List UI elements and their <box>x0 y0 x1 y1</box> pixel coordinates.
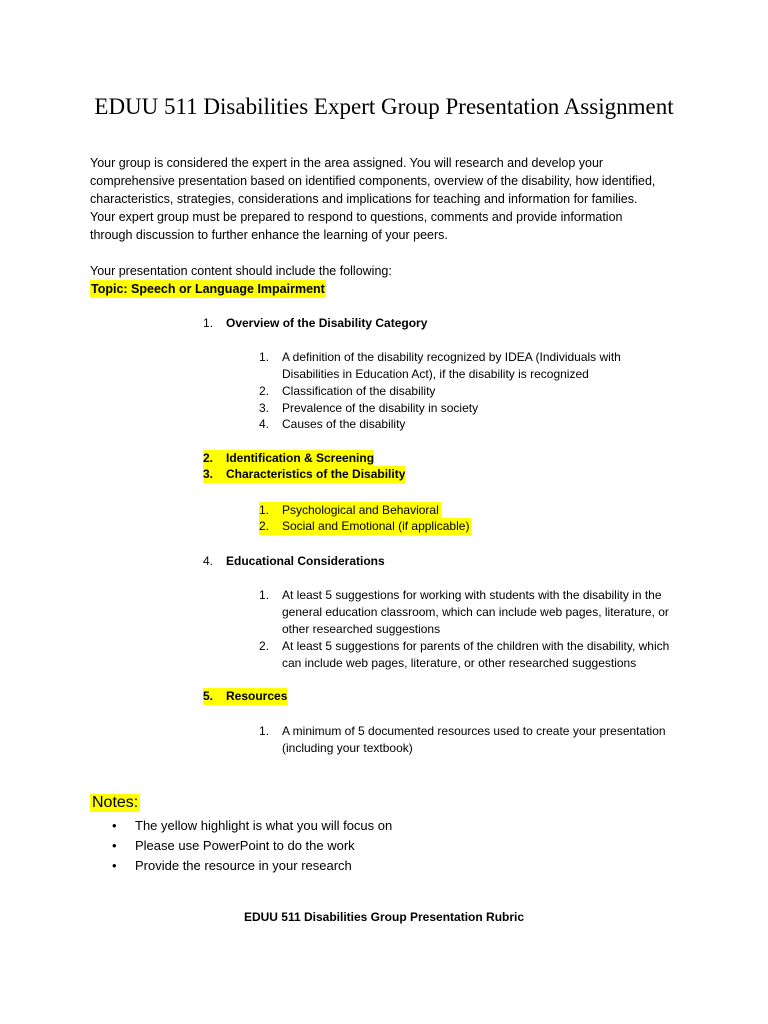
item-number: 1. <box>259 350 270 364</box>
list-item <box>112 856 392 876</box>
intro-line: Your expert group must be prepared to respond to questions, comments and provide information <box>90 210 623 224</box>
item-text: At least 5 suggestions for parents of the children with the disability, which can include web pages, literature, or other researched suggestions <box>282 639 670 670</box>
item-number: 2. <box>259 519 270 533</box>
intro-line: characteristics, strategies, considerations and implications for teaching and information for families. <box>90 192 638 206</box>
section-number: 2. <box>203 451 214 465</box>
section-label: Overview of the Disability Category <box>226 316 428 330</box>
section-educational-considerations <box>203 553 385 570</box>
topic-heading: Topic: Speech or Language Impairment <box>91 282 325 296</box>
section-label: Identification & Screening <box>226 451 375 465</box>
section-number: 1. <box>203 316 214 330</box>
intro-line: Your group is considered the expert in the area assigned. You will research and develop your <box>90 156 604 170</box>
section-label: Educational Considerations <box>226 554 385 568</box>
notes-list <box>112 816 392 876</box>
item-number: 1. <box>259 724 270 738</box>
list-item <box>112 836 392 856</box>
item-text: Prevalence of the disability in society <box>282 401 479 415</box>
section-label: Characteristics of the Disability <box>226 467 406 481</box>
intro-line: comprehensive presentation based on identified components, overview of the disability, how identified, <box>90 174 656 188</box>
list-item <box>259 518 471 535</box>
section-overview <box>203 315 427 332</box>
item-text: Psychological and Behavioral <box>282 503 439 517</box>
list-item <box>112 816 392 836</box>
section-characteristics <box>203 466 405 483</box>
intro-line: through discussion to further enhance the learning of your peers. <box>90 228 448 242</box>
notes-heading: Notes: <box>92 794 139 811</box>
bullet-icon: • <box>112 818 117 833</box>
list-item <box>259 587 689 637</box>
item-text: Causes of the disability <box>282 417 406 431</box>
item-text: At least 5 suggestions for working with students with the disability in the general education classroom, which can include web pages, literature, or other researched suggestions <box>282 588 669 636</box>
note-text: Provide the resource in your research <box>135 858 352 873</box>
bullet-icon: • <box>112 838 117 853</box>
section-label: Resources <box>226 689 288 703</box>
section-number: 4. <box>203 554 214 568</box>
list-item <box>259 400 689 417</box>
intro-paragraph <box>90 154 700 244</box>
item-text: Classification of the disability <box>282 384 436 398</box>
section-resources <box>203 688 287 705</box>
list-item <box>259 383 689 400</box>
content-lead: Your presentation content should include the following: <box>90 264 392 278</box>
item-number: 2. <box>259 384 270 398</box>
list-item <box>259 723 689 757</box>
page-title: EDUU 511 Disabilities Expert Group Presentation Assignment <box>94 94 674 119</box>
item-text: Social and Emotional (if applicable) <box>282 519 470 533</box>
item-text: A definition of the disability recognized by IDEA (Individuals with Disabilities in Education Act), if the disability is recognized <box>282 350 621 381</box>
item-number: 1. <box>259 588 270 602</box>
item-text: A minimum of 5 documented resources used to create your presentation (including your textbook) <box>282 724 666 755</box>
section-number: 3. <box>203 467 214 481</box>
item-number: 2. <box>259 639 270 653</box>
note-text: Please use PowerPoint to do the work <box>135 838 355 853</box>
note-text: The yellow highlight is what you will focus on <box>135 818 393 833</box>
list-item <box>259 349 689 383</box>
item-number: 4. <box>259 417 270 431</box>
bullet-icon: • <box>112 858 117 873</box>
item-number: 1. <box>259 503 270 517</box>
list-item <box>259 638 689 672</box>
rubric-title: EDUU 511 Disabilities Group Presentation Rubric <box>243 910 525 924</box>
item-number: 3. <box>259 401 270 415</box>
section-identification <box>203 450 374 467</box>
section-number: 5. <box>203 689 214 703</box>
list-item <box>259 502 441 519</box>
list-item <box>259 416 689 433</box>
